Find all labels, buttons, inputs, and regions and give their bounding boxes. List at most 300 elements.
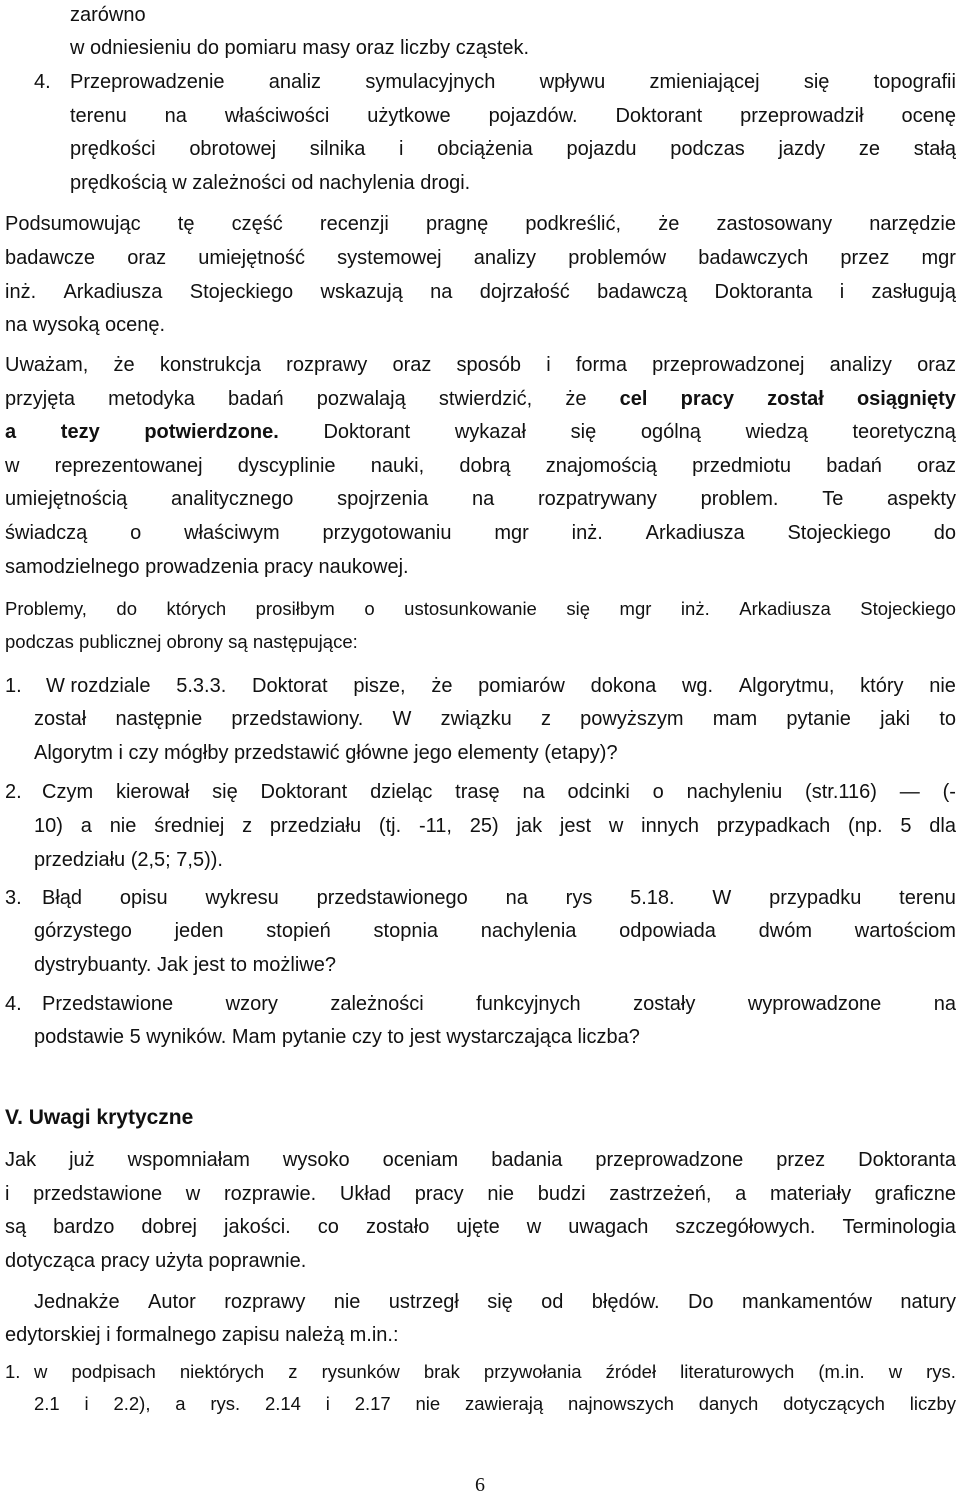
section-v-p2-line-1 — [34, 1290, 956, 1314]
word: -11, — [418, 815, 452, 837]
word: stałą — [913, 138, 956, 160]
assessment-line-2 — [5, 387, 956, 411]
word: 2.2), — [113, 1393, 151, 1414]
word: terenu — [70, 105, 127, 127]
word: odpowiada — [619, 920, 716, 942]
question-number: 4. — [5, 993, 22, 1015]
section-v-p1-line-1 — [5, 1148, 956, 1172]
word: przez — [776, 1149, 826, 1171]
word: i — [546, 354, 551, 376]
word: Doktoranta — [858, 1149, 956, 1171]
word: w — [185, 1183, 201, 1205]
word: teoretyczną — [852, 421, 956, 443]
word: analitycznego — [171, 488, 294, 510]
word: pojazdów. — [488, 105, 578, 127]
word: błędów. — [591, 1291, 660, 1313]
question-3-line-3: dystrybuanty. Jak jest to możliwe? — [34, 954, 336, 976]
word: Stojeckiego — [189, 281, 294, 303]
word: nie — [929, 675, 956, 697]
word: — — [899, 781, 920, 803]
word: ogólną — [640, 421, 701, 443]
word: pomiarów — [478, 675, 565, 697]
word: przedziału — [269, 815, 362, 837]
word: trasę — [455, 781, 500, 803]
word: rys — [565, 887, 593, 909]
word: systemowej — [337, 247, 442, 269]
word: potwierdzone. — [144, 421, 279, 443]
word: 5.18. — [630, 887, 675, 909]
list-item-number: 1. — [5, 1361, 21, 1382]
word: Do — [687, 1291, 714, 1313]
word: przedstawionego — [316, 887, 468, 909]
word: recenzji — [319, 213, 389, 235]
word: 5.3.3. — [176, 675, 227, 697]
word: w — [34, 1361, 48, 1382]
word: innych — [641, 815, 699, 837]
word: w — [608, 815, 624, 837]
word: znajomością — [545, 455, 657, 477]
word: nachyleniu — [686, 781, 783, 803]
word: przygotowaniu — [322, 522, 452, 544]
item4-line-2 — [70, 104, 956, 128]
word: i — [839, 281, 845, 303]
assessment-line-7: samodzielnego prowadzenia pracy naukowej. — [5, 556, 409, 578]
word: Przeprowadzenie — [70, 71, 225, 93]
page-number: 6 — [475, 1474, 485, 1496]
word: (np. — [848, 815, 883, 837]
word: górzystego — [34, 920, 132, 942]
word: na — [164, 105, 187, 127]
word: liczby — [909, 1393, 956, 1414]
word: Arkadiusza — [739, 598, 831, 619]
word: symulacyjnych — [365, 71, 496, 93]
word: Czym — [42, 781, 94, 803]
question-number: 3. — [5, 887, 22, 909]
word: jak — [516, 815, 543, 837]
word: 2.17 — [354, 1393, 391, 1414]
word: pojazdu — [566, 138, 637, 160]
word: funkcyjnych — [476, 993, 581, 1015]
word: dobrą — [459, 455, 511, 477]
word: pisze, — [353, 675, 406, 697]
word: na — [430, 281, 453, 303]
word: metodyka — [108, 388, 195, 410]
word: wzory — [225, 993, 278, 1015]
word: został — [34, 708, 87, 730]
assessment-line-6 — [5, 521, 956, 545]
word: bardzo — [53, 1216, 115, 1238]
word: mgr — [619, 598, 652, 619]
word: przedstawiony. — [231, 708, 364, 730]
item4-line-4: prędkością w zależności od nachylenia drogi. — [70, 172, 471, 194]
word: Układ — [339, 1183, 392, 1205]
word: rozprawy — [224, 1291, 306, 1313]
word: i — [5, 1183, 10, 1205]
word: forma — [575, 354, 627, 376]
word: których — [166, 598, 227, 619]
word: opisu — [119, 887, 168, 909]
list-tail-line-2: w odniesieniu do pomiaru masy oraz liczby cząstek. — [70, 37, 530, 59]
section-v-p1-line-2 — [5, 1182, 956, 1206]
word: 10) — [34, 815, 63, 837]
section-v-p1-line-4: dotycząca pracy użyta poprawnie. — [5, 1250, 307, 1272]
word: przyjęta — [5, 388, 76, 410]
question-3-line-2 — [34, 919, 956, 943]
word: na — [522, 781, 545, 803]
word: się — [803, 71, 830, 93]
word: tę — [177, 213, 195, 235]
list-tail-line-1: zarówno — [70, 4, 146, 26]
word: W rozdziale — [46, 675, 151, 697]
question-4-line-1 — [42, 992, 956, 1016]
word: Arkadiusza — [645, 522, 745, 544]
word: topografii — [873, 71, 956, 93]
word: co — [317, 1216, 339, 1238]
word: W — [712, 887, 732, 909]
word: aspekty — [887, 488, 956, 510]
word: zmieniającej — [649, 71, 760, 93]
word: narzędzie — [869, 213, 956, 235]
questions-intro-line-2: podczas publicznej obrony są następujące: — [5, 631, 358, 652]
assessment-line-5 — [5, 487, 956, 511]
word: umiejętnością — [5, 488, 128, 510]
word: że — [431, 675, 453, 697]
word: ustosunkowanie — [404, 598, 537, 619]
word: średniej — [154, 815, 225, 837]
word: Doktorant — [615, 105, 703, 127]
word: rozprawie. — [223, 1183, 317, 1205]
word: następnie — [115, 708, 203, 730]
word: przypadkach — [716, 815, 831, 837]
word: powyższym — [580, 708, 684, 730]
word: że — [658, 213, 680, 235]
word: terenu — [899, 887, 956, 909]
word: od — [541, 1291, 564, 1313]
word: dotyczących — [783, 1393, 885, 1414]
word: dobrej — [141, 1216, 197, 1238]
word: stopień — [266, 920, 331, 942]
question-2-line-2 — [34, 814, 956, 838]
word: jakości. — [224, 1216, 291, 1238]
word: Arkadiusza — [63, 281, 163, 303]
word: badania — [491, 1149, 563, 1171]
word: tezy — [60, 421, 100, 443]
word: Jednakże — [34, 1291, 120, 1313]
word: rozprawy — [286, 354, 368, 376]
word: problemów — [568, 247, 667, 269]
word: analiz — [268, 71, 322, 93]
word: osiągnięty — [856, 388, 956, 410]
word: ustrzegł — [388, 1291, 459, 1313]
word: zostały — [633, 993, 696, 1015]
word: przeprowadził — [740, 105, 864, 127]
word: z — [540, 708, 551, 730]
word: oraz — [127, 247, 167, 269]
word: prosiłbym — [255, 598, 335, 619]
word: dokona — [590, 675, 657, 697]
word: oraz — [392, 354, 432, 376]
word: na — [505, 887, 528, 909]
word: analizy — [829, 354, 892, 376]
word: i — [84, 1393, 89, 1414]
word: rys. — [210, 1393, 241, 1414]
word: wykazał — [454, 421, 526, 443]
word: wyprowadzone — [747, 993, 882, 1015]
word: zależności — [330, 993, 424, 1015]
word: właściwości — [224, 105, 330, 127]
word: użytkowe — [367, 105, 451, 127]
word: reprezentowanej — [54, 455, 203, 477]
word: nie — [487, 1183, 515, 1205]
word: się — [566, 598, 591, 619]
word: wskazują — [320, 281, 403, 303]
word: już — [69, 1149, 95, 1171]
word: literaturowych — [680, 1361, 795, 1382]
word: przeprowadzonej — [652, 354, 805, 376]
list-item-number: 4. — [34, 71, 51, 93]
word: Algorytmu, — [738, 675, 835, 697]
word: o — [652, 781, 664, 803]
word: Te — [822, 488, 844, 510]
word: 2.14 — [264, 1393, 301, 1414]
word: podkreślić, — [525, 213, 622, 235]
question-4-line-2: podstawie 5 wyników. Mam pytanie czy to jest wystarczająca liczba? — [34, 1026, 640, 1048]
word: 5 — [900, 815, 912, 837]
word: w — [5, 455, 20, 477]
word: jeden — [174, 920, 224, 942]
word: obciążenia — [437, 138, 533, 160]
word: 2.1 — [34, 1393, 60, 1414]
word: i — [325, 1393, 330, 1414]
word: badań — [228, 388, 284, 410]
word: pracy — [680, 388, 734, 410]
word: który — [860, 675, 904, 697]
word: wysoko — [282, 1149, 350, 1171]
question-1-line-2 — [34, 707, 956, 731]
word: odcinki — [567, 781, 630, 803]
word: badawczych — [698, 247, 809, 269]
word: zastosowany — [716, 213, 833, 235]
question-1-line-1 — [46, 674, 956, 698]
word: badań — [826, 455, 882, 477]
word: przywołania — [483, 1361, 582, 1382]
word: uwagach — [568, 1216, 649, 1238]
question-2-line-1 — [42, 780, 956, 804]
word: wspomniałam — [127, 1149, 250, 1171]
word: Doktoranta — [714, 281, 813, 303]
item4-line-1 — [70, 70, 956, 94]
question-number: 1. — [5, 675, 22, 697]
word: stopnia — [373, 920, 439, 942]
word: Błąd — [42, 887, 83, 909]
section-heading: V. Uwagi krytyczne — [5, 1106, 194, 1129]
word: problem. — [700, 488, 779, 510]
word: dwóm — [758, 920, 813, 942]
word: o — [130, 522, 142, 544]
word: zostało — [365, 1216, 430, 1238]
word: pragnę — [425, 213, 489, 235]
word: nie — [333, 1291, 361, 1313]
word: silnika — [309, 138, 366, 160]
word: przedstawione — [33, 1183, 163, 1205]
word: materiały — [769, 1183, 852, 1205]
assessment-line-4 — [5, 454, 956, 478]
word: (tj. — [378, 815, 402, 837]
word: Autor — [148, 1291, 196, 1313]
word: w — [888, 1361, 903, 1382]
question-2-line-3: przedziału (2,5; 7,5)). — [34, 849, 223, 871]
word: się — [570, 421, 597, 443]
word: inż. — [5, 281, 37, 303]
word: oceniam — [382, 1149, 459, 1171]
word: zasługują — [871, 281, 956, 303]
word: się — [487, 1291, 513, 1313]
word: graficzne — [874, 1183, 956, 1205]
word: kierował — [115, 781, 190, 803]
word: inż. — [571, 522, 603, 544]
word: budzi — [537, 1183, 586, 1205]
word: źródeł — [605, 1361, 657, 1382]
word: niektórych — [179, 1361, 265, 1382]
word: Stojeckiego — [860, 598, 956, 619]
summary-line-3 — [5, 280, 956, 304]
section-v-p2-line-2: edytorskiej i formalnego zapisu należą m.in.: — [5, 1324, 399, 1346]
word: szczegółowych. — [675, 1216, 816, 1238]
word: mam — [712, 708, 758, 730]
word: dla — [929, 815, 956, 837]
word: (str.116) — [805, 781, 877, 803]
word: są — [5, 1216, 27, 1238]
word: część — [231, 213, 283, 235]
question-1-line-3: Algorytm i czy mógłby przedstawić główne jego elementy (etapy)? — [34, 742, 618, 764]
word: przedmiotu — [692, 455, 792, 477]
word: że — [565, 388, 587, 410]
word: W — [392, 708, 412, 730]
word: stwierdzić, — [438, 388, 533, 410]
word: podpisach — [71, 1361, 156, 1382]
word: Jak — [5, 1149, 37, 1171]
word: mankamentów — [741, 1291, 872, 1313]
word: Przedstawione — [42, 993, 174, 1015]
word: mgr — [494, 522, 529, 544]
word: Doktorat — [252, 675, 328, 697]
summary-line-4: na wysoką ocenę. — [5, 314, 166, 336]
word: Doktorant — [260, 781, 348, 803]
word: zastrzeżeń, — [609, 1183, 712, 1205]
word: mgr — [921, 247, 956, 269]
word: jest — [559, 815, 592, 837]
word: nie — [109, 815, 137, 837]
section-v-item1-line-1 — [34, 1360, 956, 1384]
word: przeprowadzone — [595, 1149, 744, 1171]
word: 25) — [469, 815, 499, 837]
word: (m.in. — [818, 1361, 865, 1382]
word: umiejętność — [198, 247, 305, 269]
word: natury — [900, 1291, 956, 1313]
word: z — [288, 1361, 298, 1382]
word: został — [767, 388, 824, 410]
word: przez — [840, 247, 890, 269]
word: Problemy, — [5, 598, 87, 619]
word: to — [939, 708, 956, 730]
word: nachylenia — [480, 920, 577, 942]
word: świadczą — [5, 522, 88, 544]
section-v-p1-line-3 — [5, 1215, 956, 1239]
section-v-item1-line-2 — [34, 1392, 956, 1416]
word: najnowszych — [567, 1393, 674, 1414]
assessment-line-1 — [5, 353, 956, 377]
question-3-line-1 — [42, 886, 956, 910]
word: dzieląc — [370, 781, 433, 803]
word: oraz — [917, 354, 956, 376]
word: a — [175, 1393, 186, 1414]
word: (- — [942, 781, 956, 803]
summary-line-2 — [5, 246, 956, 270]
word: cel — [619, 388, 648, 410]
word: nauki, — [370, 455, 425, 477]
word: rys. — [926, 1361, 956, 1382]
word: do — [116, 598, 137, 619]
word: prędkości — [70, 138, 156, 160]
word: analizy — [473, 247, 537, 269]
word: brak — [423, 1361, 460, 1382]
word: się — [212, 781, 238, 803]
word: rysunków — [321, 1361, 400, 1382]
word: właściwym — [184, 522, 280, 544]
word: pozwalają — [316, 388, 406, 410]
word: zawierają — [465, 1393, 544, 1414]
word: o — [364, 598, 375, 619]
word: badawcze — [5, 247, 96, 269]
word: ze — [858, 138, 880, 160]
word: a — [735, 1183, 747, 1205]
word: z — [242, 815, 253, 837]
word: dojrzałość — [479, 281, 570, 303]
word: wiedzą — [745, 421, 808, 443]
word: że — [113, 354, 135, 376]
word: Podsumowując — [5, 213, 141, 235]
word: Terminologia — [842, 1216, 956, 1238]
question-number: 2. — [5, 781, 22, 803]
word: ocenę — [901, 105, 956, 127]
word: ujęte — [456, 1216, 500, 1238]
word: podczas — [670, 138, 745, 160]
word: wykresu — [205, 887, 279, 909]
word: a — [80, 815, 92, 837]
word: wpływu — [539, 71, 606, 93]
word: a — [5, 421, 17, 443]
word: danych — [698, 1393, 759, 1414]
word: pracy — [414, 1183, 464, 1205]
word: do — [933, 522, 956, 544]
word: jaki — [880, 708, 911, 730]
word: i — [399, 138, 404, 160]
word: spojrzenia — [337, 488, 429, 510]
word: inż. — [680, 598, 710, 619]
assessment-line-3 — [5, 420, 956, 444]
summary-line-1 — [5, 212, 956, 236]
word: związku — [440, 708, 512, 730]
word: pytanie — [786, 708, 851, 730]
word: obrotowej — [189, 138, 277, 160]
word: na — [471, 488, 495, 510]
word: nie — [415, 1393, 441, 1414]
word: Uważam, — [5, 354, 89, 376]
word: dyscyplinie — [237, 455, 336, 477]
word: wg. — [681, 675, 714, 697]
word: Stojeckiego — [787, 522, 891, 544]
word: w — [526, 1216, 542, 1238]
